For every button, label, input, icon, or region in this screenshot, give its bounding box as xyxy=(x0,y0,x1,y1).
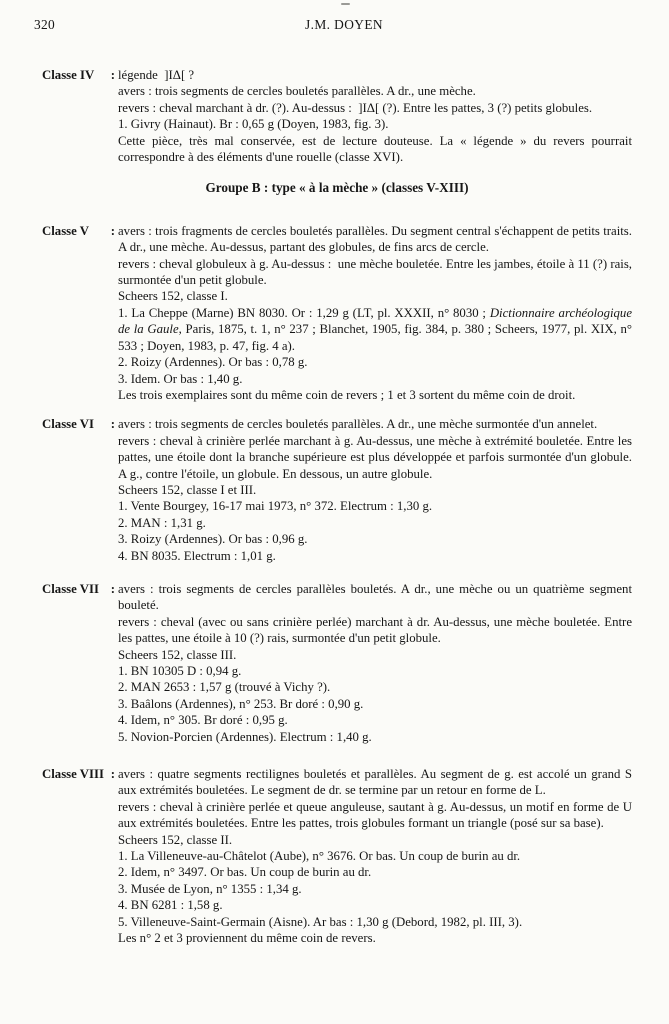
text-segment: Les trois exemplaires sont du même coin de revers ; 1 et 3 sortent du même coin de droit. xyxy=(118,387,576,402)
paragraph-text xyxy=(118,67,632,83)
paragraph-text xyxy=(118,647,632,663)
class-label xyxy=(42,581,115,597)
class-label-colon: : xyxy=(110,223,115,238)
text-segment: 3. Musée de Lyon, n° 1355 : 1,34 g. xyxy=(118,881,302,896)
text-segment: 2. Idem, n° 3497. Or bas. Un coup de burin au dr. xyxy=(118,865,372,880)
page-header xyxy=(34,16,632,33)
paragraph-text xyxy=(118,729,632,745)
paragraph-text xyxy=(118,100,632,116)
class-label xyxy=(42,67,115,83)
paragraph-text xyxy=(118,256,632,289)
text-segment: revers : cheval (avec ou sans crinière perlée) marchant à dr. Au-dessus, une mèche bouletée. Entre les pattes, une étoile à 10 (?) rais, surmontée d'un petit globule. xyxy=(118,614,632,646)
paragraph-text xyxy=(118,387,632,403)
scan-artifact xyxy=(341,3,350,5)
text-segment: avers : quatre segments rectilignes bouletés et parallèles. Au segment de g. est accolé un grand S aux extrémités bouletées. Le segment de dr. se termine par un retour en forme de L. xyxy=(118,767,632,798)
text-segment: 1. La Cheppe (Marne) BN 8030. Or : 1,29 g (LT, pl. XXXII, n° 8030 ; xyxy=(118,305,490,320)
paragraph-text xyxy=(118,864,632,880)
paragraph-text xyxy=(118,305,632,354)
paragraph-text xyxy=(118,83,632,99)
page-number: 320 xyxy=(34,17,55,32)
paragraph-text xyxy=(118,897,632,913)
paragraph-text xyxy=(118,930,632,946)
text-segment: revers : cheval à crinière perlée et queue anguleuse, sautant à g. Au-dessus, un motif en forme de U aux extrémités bouletées. Entre les pattes, trois globules formant un triangle (posé sur sa base). xyxy=(118,799,632,831)
paragraph-text xyxy=(118,614,632,647)
paragraph-text xyxy=(118,482,632,498)
text-segment: légende ]IΔ[ ? xyxy=(118,68,195,82)
class-label xyxy=(42,223,115,239)
paragraph-text xyxy=(118,433,632,482)
text-segment: Cette pièce, très mal conservée, est de lecture douteuse. La « légende » du revers pourrait correspondre à des éléments d'une rouelle (classe XVI). xyxy=(118,133,632,165)
paragraph-text xyxy=(118,116,632,132)
class-label-colon: : xyxy=(110,767,115,782)
class-label-colon: : xyxy=(110,417,115,432)
paragraph-text xyxy=(118,416,632,432)
class-label-name: Classe IV xyxy=(42,68,95,82)
class-label-colon: : xyxy=(110,581,115,596)
class-block xyxy=(42,67,632,165)
paragraph-text xyxy=(118,696,632,712)
paragraph-text xyxy=(118,799,632,832)
paragraph-text xyxy=(118,766,632,799)
paragraph-text xyxy=(118,223,632,256)
text-segment: 4. BN 8035. Electrum : 1,01 g. xyxy=(118,548,276,563)
class-block xyxy=(42,416,632,564)
text-segment: 3. Baâlons (Ardennes), n° 253. Br doré : 0,90 g. xyxy=(118,696,364,711)
paragraph-text xyxy=(118,914,632,930)
paragraph-text xyxy=(118,663,632,679)
class-label-colon: : xyxy=(110,68,115,82)
text-segment: Scheers 152, classe III. xyxy=(118,647,237,662)
paragraph-text xyxy=(118,548,632,564)
text-segment: 2. Roizy (Ardennes). Or bas : 0,78 g. xyxy=(118,355,308,370)
text-segment: avers : trois fragments de cercles bouletés parallèles. Du segment central s'échappent de petits traits. A dr., une mèche. Au-dessus, partant des globules, de fins arcs de cercle. xyxy=(118,223,632,255)
book-title-italic: Dictionnaire archéologique de la Gaule xyxy=(118,305,632,337)
class-block xyxy=(42,223,632,403)
paragraph-text xyxy=(118,712,632,728)
paragraph-text xyxy=(118,354,632,370)
text-segment: Scheers 152, classe II. xyxy=(118,832,233,847)
text-segment: avers : trois segments de cercles parallèles bouletés. A dr., une mèche ou un quatrième segment bouleté. xyxy=(118,581,632,613)
class-label-name: Classe VI xyxy=(42,417,95,432)
text-segment: avers : trois segments de cercles bouletés parallèles. A dr., une mèche surmontée d'un annelet. xyxy=(118,417,598,432)
text-segment: 5. Villeneuve-Saint-Germain (Aisne). Ar bas : 1,30 g (Debord, 1982, pl. III, 3). xyxy=(118,914,523,929)
text-segment: 4. BN 6281 : 1,58 g. xyxy=(118,898,223,913)
text-segment: avers : trois segments de cercles bouletés parallèles. A dr., une mèche. xyxy=(118,84,476,99)
text-segment: Scheers 152, classe I et III. xyxy=(118,482,257,497)
paragraph-text xyxy=(118,832,632,848)
paragraph-text xyxy=(118,881,632,897)
text-segment: revers : cheval marchant à dr. (?). Au-dessus : ]IΔ[ (?). Entre les pattes, 3 (?) petits globules. xyxy=(118,100,593,115)
section-heading: Groupe B : type « à la mèche » (classes V-XIII) xyxy=(205,180,469,196)
text-segment: Scheers 152, classe I. xyxy=(118,289,228,304)
paragraph-text xyxy=(118,848,632,864)
paragraph-text xyxy=(118,371,632,387)
class-block xyxy=(42,766,632,946)
paragraph-text xyxy=(118,679,632,695)
paragraph-text xyxy=(118,133,632,166)
class-label xyxy=(42,416,115,432)
text-segment: , Paris, 1875, t. 1, n° 237 ; Blanchet, 1905, fig. 384, p. 380 ; Scheers, 1977, pl. XIX, n° 533 ; Doyen, 1983, p. 47, fig. 4 a). xyxy=(118,322,632,353)
class-label-name: Classe V xyxy=(42,223,90,238)
text-segment: 1. Vente Bourgey, 16-17 mai 1973, n° 372. Electrum : 1,30 g. xyxy=(118,499,433,514)
text-segment: 2. MAN 2653 : 1,57 g (trouvé à Vichy ?). xyxy=(118,680,331,695)
paragraph-text xyxy=(118,515,632,531)
class-label-name: Classe VIII xyxy=(42,767,104,782)
class-block xyxy=(42,581,632,745)
text-segment: 3. Roizy (Ardennes). Or bas : 0,96 g. xyxy=(118,532,308,547)
text-segment: Les n° 2 et 3 proviennent du même coin de revers. xyxy=(118,931,376,946)
paragraph-text xyxy=(118,531,632,547)
class-label xyxy=(42,766,115,782)
text-segment: 1. La Villeneuve-au-Châtelot (Aube), n° 3676. Or bas. Un coup de burin au dr. xyxy=(118,849,521,864)
text-segment: 1. BN 10305 D : 0,94 g. xyxy=(118,664,242,678)
class-label-name: Classe VII xyxy=(42,581,100,596)
text-segment: revers : cheval à crinière perlée marchant à g. Au-dessus, une mèche à extrémité bouletée. Entre les pattes, une étoile dont la branche supérieure est plus développée et parfois surmontée d'un globule. A g., contre l'étoile, un globule. En dessous, un autre globule. xyxy=(118,433,632,481)
text-segment: 4. Idem, n° 305. Br doré : 0,95 g. xyxy=(118,713,288,728)
text-segment: 2. MAN : 1,31 g. xyxy=(118,515,206,530)
text-segment: 3. Idem. Or bas : 1,40 g. xyxy=(118,371,243,386)
text-segment: 1. Givry (Hainaut). Br : 0,65 g (Doyen, 1983, fig. 3). xyxy=(118,117,389,132)
page-body xyxy=(42,67,632,947)
paragraph-text xyxy=(118,581,632,614)
running-head: J.M. DOYEN xyxy=(304,17,384,32)
text-segment: 5. Novion-Porcien (Ardennes). Electrum : 1,40 g. xyxy=(118,729,372,744)
text-segment: revers : cheval globuleux à g. Au-dessus : une mèche bouletée. Entre les jambes, étoile à 11 (?) rais, surmontée d'un petit globule. xyxy=(118,256,632,288)
paragraph-text xyxy=(118,498,632,514)
paragraph-text xyxy=(118,288,632,304)
